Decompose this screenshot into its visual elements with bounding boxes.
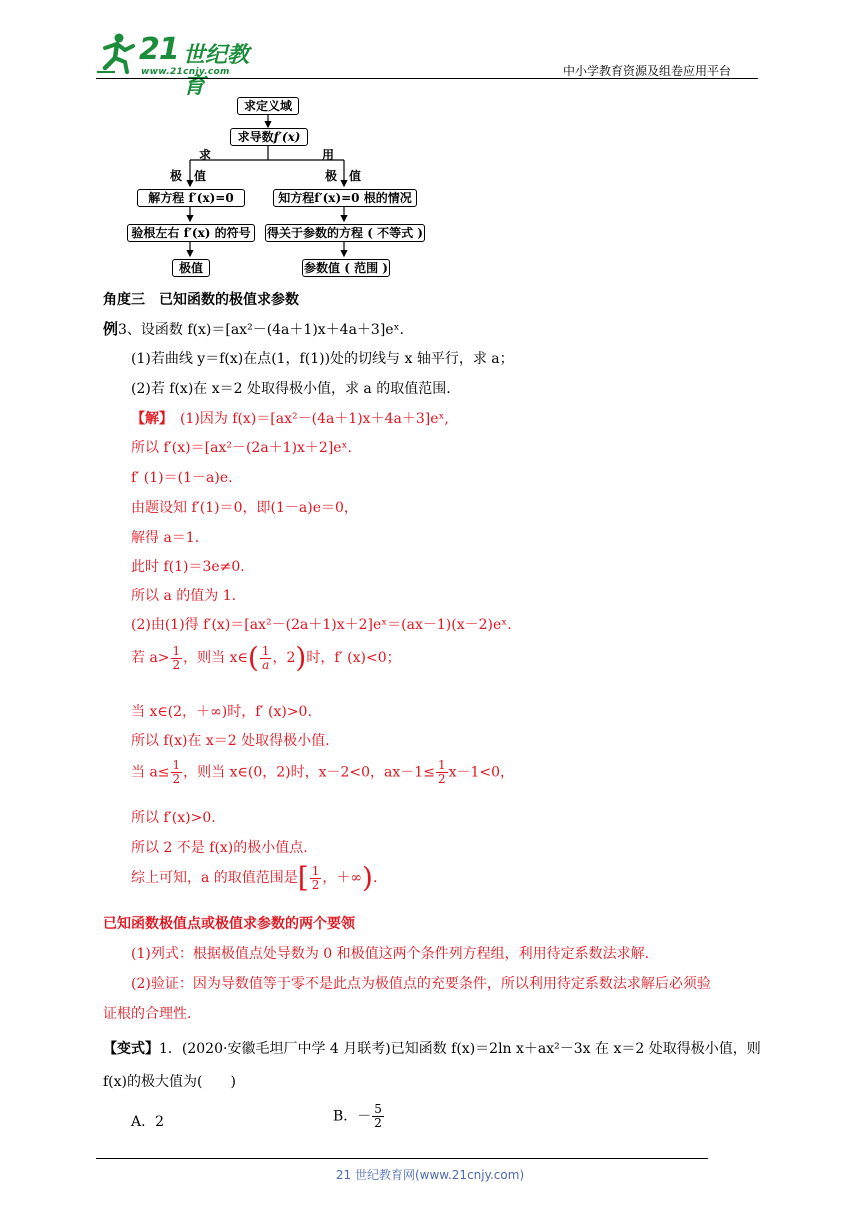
solution-line-12-c: x－1<0， [448, 764, 515, 781]
flow-label-left-bottom: 极 值 [170, 169, 207, 183]
fraction-numerator: 1 [261, 643, 270, 658]
flow-node-derivative-label: 求导数 [237, 130, 274, 144]
solution-line-9-c: 时，f′ (x)<0； [306, 650, 401, 666]
interval-right-paren: ) [362, 861, 373, 894]
interval-upper-inf: ，＋∞ [322, 870, 363, 886]
interval-left-bracket: [ [297, 861, 309, 894]
fraction-one-half [171, 759, 183, 786]
flow-node-domain: 求定义域 [237, 97, 299, 115]
solution-line-4: 由题设知 f′(1)＝0，即(1－a)e＝0， [131, 500, 358, 516]
flow-node-known-roots: 知方程f′(x)=0 根的情况 [273, 189, 417, 207]
solution-line-15 [131, 861, 378, 894]
solution-line-8: (2)由(1)得 f′(x)＝[ax²－(2a＋1)x＋2]eˣ＝(ax－1)(x－2)eˣ. [131, 617, 512, 633]
interval-right-paren: ) [295, 641, 307, 674]
fraction-denominator: 2 [374, 1116, 382, 1130]
section-title: 角度三 已知函数的极值求参数 [103, 292, 299, 308]
solution-line-5: 解得 a＝1. [131, 530, 200, 546]
solution-line-15-b: . [372, 870, 378, 886]
option-b-label: B．－ [333, 1108, 372, 1125]
solution-line-9 [131, 641, 401, 674]
variant-tag: 【变式】 [103, 1041, 159, 1057]
interval-left-paren: ( [247, 641, 259, 674]
tips-point-2-line-2: 证根的合理性. [103, 1006, 192, 1022]
tips-title: 已知函数极值点或极值求参数的两个要领 [103, 916, 355, 932]
solution-line-12-b: ，则当 x∈(0，2)时，x－2<0，ax－1≤ [183, 764, 435, 781]
example-question-1: (1)若曲线 y＝f(x)在点(1，f(1))处的切线与 x 轴平行，求 a； [131, 351, 514, 367]
solution-line-11: 所以 f(x)在 x＝2 处取得极小值. [131, 733, 330, 749]
footer-text: 21 世纪教育网(www.21cnjy.com) [335, 1168, 525, 1182]
flow-node-derivative-math: f′(x) [273, 130, 301, 144]
flow-node-derivative [230, 128, 308, 146]
example-question-2: (2)若 f(x)在 x＝2 处取得极小值，求 a 的取值范围. [131, 381, 451, 397]
solution-line-7: 所以 a 的值为 1. [131, 588, 237, 604]
fraction-numerator: 1 [172, 643, 181, 658]
fraction-one-over-a [260, 645, 272, 672]
variant-line-1 [103, 1038, 761, 1058]
variant-line-2: f(x)的极大值为( ) [103, 1074, 236, 1090]
flow-label-left-top: 求 [199, 148, 212, 162]
fraction-numerator: 5 [374, 1102, 382, 1116]
variant-source: 1．(2020·安徽毛坦厂中学 4 月联考) [159, 1041, 391, 1057]
solution-line-3: f′ (1)＝(1－a)e. [131, 470, 233, 486]
fraction-numerator: 1 [172, 758, 181, 772]
solution-line-9-b: ，则当 x∈ [183, 650, 248, 666]
flow-node-solve-equation: 解方程 f′(x)=0 [137, 189, 245, 207]
fraction-numerator: 1 [311, 863, 320, 878]
fraction-numerator: 1 [437, 758, 446, 772]
solution-line-6: 此时 f(1)＝3e≠0. [131, 559, 245, 575]
solution-line-2: 所以 f′(x)＝[ax²－(2a＋1)x＋2]eˣ. [131, 440, 352, 456]
flow-label-right-top: 用 [322, 148, 335, 162]
flowchart-connectors [0, 0, 860, 290]
fraction-denominator: 2 [172, 657, 181, 672]
tips-point-1: (1)列式：根据极值点处导数为 0 和极值这两个条件列方程组，利用待定系数法求解. [131, 946, 650, 962]
solution-line-12 [131, 759, 514, 786]
logo-number: 21 [139, 32, 179, 67]
solution-line-12-a: 当 a≤ [131, 764, 170, 781]
solution-line-9-a: 若 a> [131, 650, 170, 666]
solution-line-1 [131, 408, 449, 428]
solution-line-15-a: 综上可知，a 的取值范围是 [131, 870, 298, 886]
solution-line-13: 所以 f′(x)>0. [131, 810, 216, 826]
flow-node-check-sign: 验根左右 f′(x) 的符号 [127, 224, 255, 242]
solution-line-1-text: (1)因为 f(x)＝[ax²－(4a＋1)x＋4a＋3]eˣ, [180, 411, 449, 427]
flow-node-param-value: 参数值 ( 范围 ) [302, 259, 390, 277]
solution-line-10: 当 x∈(2，＋∞)时，f′ (x)>0. [131, 704, 312, 720]
fraction-denominator: 2 [311, 877, 320, 892]
logo-url: www.21cnjy.com [141, 67, 230, 77]
footer-divider [96, 1158, 708, 1159]
tips-point-2-line-1: (2)验证：因为导数值等于零不是此点为极值点的充要条件，所以利用待定系数法求解后必须验 [131, 976, 711, 992]
example-stem [103, 318, 404, 339]
fraction-one-half [436, 759, 448, 786]
variant-question: 已知函数 f(x)＝2ln x＋ax²－3x 在 x＝2 处取得极小值，则 [390, 1041, 761, 1057]
example-label: 例 [103, 320, 119, 338]
interval-upper: ，2 [272, 650, 296, 666]
fraction-five-halves [372, 1103, 384, 1130]
fraction-denominator: 2 [437, 772, 446, 786]
fraction-one-half [171, 645, 183, 672]
fraction-denominator: a [262, 657, 270, 672]
fraction-one-half [310, 865, 322, 892]
header-platform-text: 中小学教育资源及组卷应用平台 [563, 64, 732, 78]
flow-node-extremum: 极值 [172, 259, 210, 277]
solution-line-14: 所以 2 不是 f(x)的极小值点. [131, 840, 308, 856]
flow-label-right-bottom: 极 值 [325, 169, 362, 183]
example-function: 3、设函数 f(x)＝[ax²－(4a＋1)x＋4a＋3]eˣ. [118, 322, 404, 338]
flow-node-param-equation: 得关于参数的方程 ( 不等式 ) [265, 224, 425, 242]
solution-tag: 【解】 [131, 411, 166, 427]
fraction-denominator: 2 [172, 772, 181, 786]
option-b [333, 1103, 385, 1130]
logo-text: 世纪教育 [183, 43, 250, 99]
option-a: A．2 [131, 1114, 165, 1130]
